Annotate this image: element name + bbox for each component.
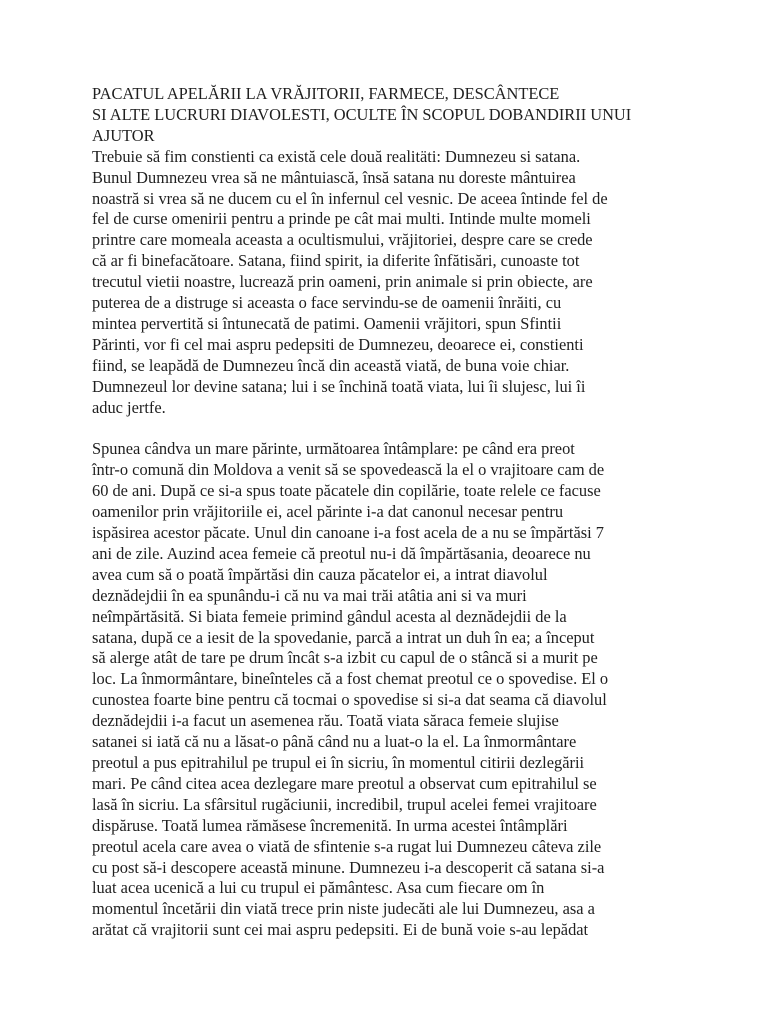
text-line: arătat că vrajitorii sunt cei mai aspru pedepsiti. Ei de bună voie s-au lepădat bbox=[92, 920, 589, 940]
text-line: trecutul vietii noastre, lucrează prin oameni, prin animale si prin obiecte, are bbox=[92, 272, 593, 292]
paragraph-spacer bbox=[92, 419, 708, 440]
text-line: mintea pervertită si întunecată de patimi. Oamenii vrăjitori, spun Sfintii bbox=[92, 313, 562, 333]
text-line: lasă în sicriu. La sfârsitul rugăciunii, incredibil, trupul acelei femei vrajitoare bbox=[92, 794, 597, 814]
text-line: cunostea foarte bine pentru că tocmai o spovedise si si-a dat seama că diavolul bbox=[92, 690, 607, 710]
text-line: deznădejdii în ea spunându-i că nu va mai trăi atâtia ani si va muri bbox=[92, 585, 527, 605]
text-line: momentul încetării din viată trece prin niste judecăti ale lui Dumnezeu, asa a bbox=[92, 899, 595, 919]
text-line: deznădejdii i-a facut un asemenea rău. Toată viata săraca femeie slujise bbox=[92, 711, 559, 731]
text-line: preotul a pus epitrahilul pe trupul ei în sicriu, în momentul citirii dezlegării bbox=[92, 752, 585, 772]
text-line: luat acea ucenică a lui cu trupul ei pământesc. Asa cum fiecare om în bbox=[92, 878, 545, 898]
text-line: Bunul Dumnezeu vrea să ne mântuiască, însă satana nu doreste mântuirea bbox=[92, 167, 576, 187]
text-line: dispăruse. Toată lumea rămăsese încremenită. In urma acestei întâmplări bbox=[92, 815, 568, 835]
text-line: să alerge atât de tare pe drum încât s-a izbit cu capul de o stâncă si a murit pe bbox=[92, 648, 598, 668]
document-page bbox=[92, 84, 708, 941]
text-line: fiind, se leapădă de Dumnezeu încă din această viată, de buna voie chiar. bbox=[92, 355, 570, 375]
text-line: oamenilor prin vrăjitoriile ei, acel părinte i-a dat canonul necesar pentru bbox=[92, 502, 564, 522]
text-line: Părinti, vor fi cel mai aspru pedepsiti de Dumnezeu, deoarece ei, constienti bbox=[92, 334, 584, 354]
text-line: ispăsirea acestor păcate. Unul din canoane i-a fost acela de a nu se împărtăsi 7 bbox=[92, 523, 604, 543]
text-line: 60 de ani. După ce si-a spus toate păcatele din copilărie, toate relele ce facuse bbox=[92, 481, 601, 501]
text-line: mari. Pe când citea acea dezlegare mare preotul a observat cum epitrahilul se bbox=[92, 773, 597, 793]
paragraph-intro bbox=[92, 147, 708, 419]
document-title bbox=[92, 84, 708, 147]
text-line: fel de curse omenirii pentru a prinde pe cât mai multi. Intinde multe momeli bbox=[92, 209, 591, 229]
text-line: noastră si vrea să ne ducem cu el în infernul cel vesnic. De aceea întinde fel de bbox=[92, 188, 608, 208]
text-line: Dumnezeul lor devine satana; lui i se închină toată viata, lui îi slujesc, lui îi bbox=[92, 376, 586, 396]
title-line: PACATUL APELĂRII LA VRĂJITORII, FARMECE, DESCÂNTECE bbox=[92, 84, 560, 103]
title-line: AJUTOR bbox=[92, 125, 155, 145]
text-line: cu post să-i descopere această minune. Dumnezeu i-a descoperit că satana si-a bbox=[92, 857, 605, 877]
text-line: satanei si iată că nu a lăsat-o până când nu a luat-o la el. La înmormântare bbox=[92, 732, 577, 752]
text-line: preotul acela care avea o viată de sfintenie s-a rugat lui Dumnezeu câteva zile bbox=[92, 836, 602, 856]
text-line: ani de zile. Auzind acea femeie că preotul nu-i dă împărtăsania, deoarece nu bbox=[92, 543, 591, 563]
text-line: avea cum să o poată împărtăsi din cauza păcatelor ei, a intrat diavolul bbox=[92, 564, 548, 584]
text-line: Spunea cândva un mare părinte, următoarea întâmplare: pe când era preot bbox=[92, 439, 575, 459]
title-line: SI ALTE LUCRURI DIAVOLESTI, OCULTE ÎN SCOPUL DOBANDIRII UNUI bbox=[92, 104, 632, 124]
text-line: într-o comună din Moldova a venit să se spovedească la el o vrajitoare cam de bbox=[92, 460, 605, 480]
paragraph-story bbox=[92, 439, 708, 941]
text-line: puterea de a distruge si aceasta o face servindu-se de oamenii înrăiti, cu bbox=[92, 293, 562, 313]
text-line: loc. La înmormântare, bineînteles că a fost chemat preotul ce o spovedise. El o bbox=[92, 669, 609, 689]
text-line: satana, după ce a iesit de la spovedanie, parcă a intrat un duh în ea; a început bbox=[92, 627, 595, 647]
text-line: că ar fi binefacătoare. Satana, fiind spirit, ia diferite înfătisări, cunoaste tot bbox=[92, 251, 580, 271]
text-line: neîmpărtăsită. Si biata femeie primind gândul acesta al deznădejdii de la bbox=[92, 606, 567, 626]
text-line: printre care momeala aceasta a ocultismului, vrăjitoriei, despre care se crede bbox=[92, 230, 593, 250]
text-line: Trebuie să fim constienti ca există cele două realitäti: Dumnezeu si satana. bbox=[92, 146, 581, 166]
text-line: aduc jertfe. bbox=[92, 397, 166, 417]
